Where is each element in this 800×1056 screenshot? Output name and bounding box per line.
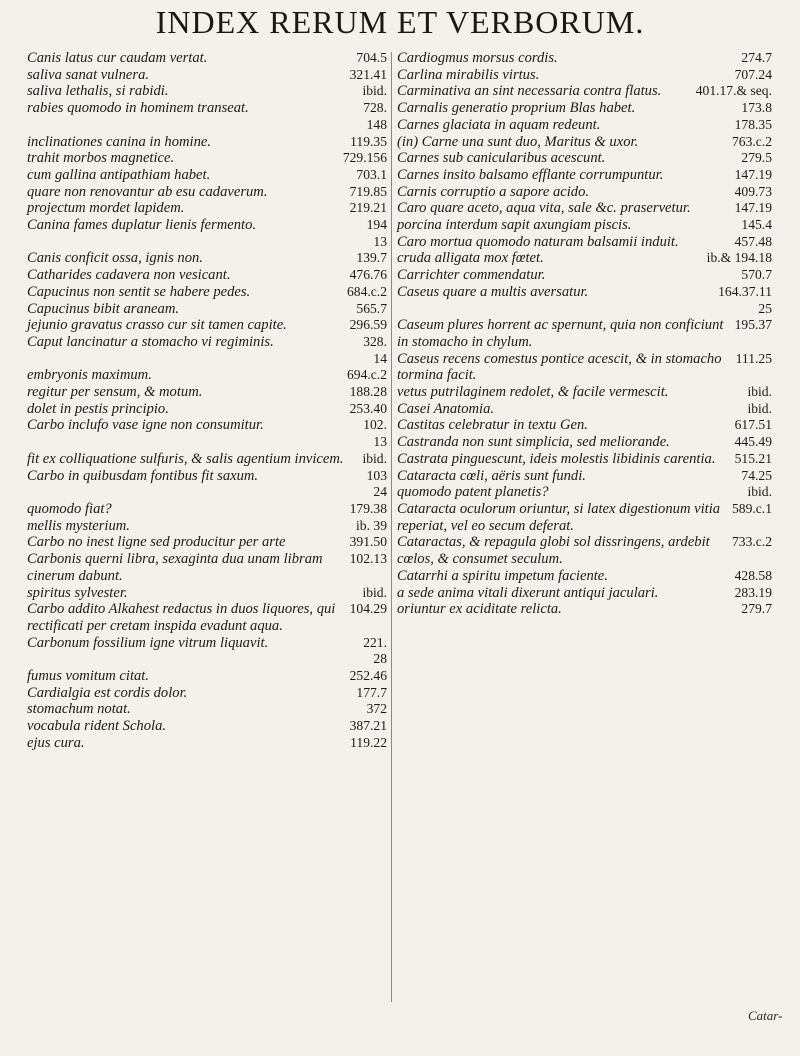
index-entry: [27, 401, 387, 418]
entry-page-ref: 321.41: [349, 66, 387, 82]
entry-page-ref: 719.85: [349, 183, 387, 199]
entry-term: a sede anima vitali dixerunt antiqui jaculari.: [397, 584, 659, 601]
entry-page-ref: 565.7: [356, 300, 387, 316]
index-entry: [397, 401, 772, 418]
index-entry: [397, 568, 772, 585]
entry-term: Caseum plures horrent ac spernunt, quia non conficiunt in stomacho in chylum.: [397, 317, 724, 350]
entry-term: oriuntur ex aciditate relicta.: [397, 601, 562, 618]
entry-page-ref: 111.25: [735, 350, 772, 366]
index-entry: [397, 501, 772, 534]
entry-term: quare non renovantur ab esu cadaverum.: [27, 183, 268, 200]
column-divider: [391, 52, 392, 1002]
entry-page-ref: 102.13: [349, 551, 387, 567]
index-entry: [397, 83, 772, 100]
entry-term: stomachum notat.: [27, 701, 131, 718]
index-entry: [27, 334, 387, 351]
index-entry: [397, 351, 772, 384]
catchword: Catar-: [748, 1008, 783, 1023]
entry-page-ref: 13: [373, 434, 387, 450]
entry-term: cruda alligata mox fœtet.: [397, 250, 544, 267]
entry-term: Carbo addito Alkahest redactus in duos liquores, qui rectificati per cretam inspida evadunt aqua.: [27, 601, 336, 634]
entry-page-ref: 684.c.2: [346, 283, 387, 299]
index-entry: [397, 234, 772, 251]
index-entry: [27, 685, 387, 702]
index-entry: [397, 451, 772, 468]
index-entry: [397, 301, 772, 318]
entry-page-ref: 28: [373, 651, 387, 667]
entry-term: quomodo fiat?: [27, 500, 112, 517]
entry-term: rabies quomodo in hominem transeat.: [27, 100, 249, 117]
index-entry: [27, 651, 387, 668]
entry-page-ref: 476.76: [349, 267, 387, 283]
entry-term: Caro quare aceto, aqua vita, sale &c. praservetur.: [397, 200, 691, 217]
entry-term: ejus cura.: [27, 734, 85, 751]
entry-term: saliva sanat vulnera.: [27, 66, 150, 83]
entry-page-ref: 74.25: [741, 467, 772, 483]
index-entry: [27, 301, 387, 318]
index-entry: [397, 417, 772, 434]
index-entry: [27, 250, 387, 267]
index-entry: [397, 250, 772, 267]
entry-term: Carnis corruptio a sapore acido.: [397, 183, 590, 200]
index-entry: [27, 150, 387, 167]
entry-page-ref: 703.1: [356, 166, 387, 182]
entry-page-ref: 401.17.& seq.: [695, 83, 772, 99]
entry-term: Cardialgia est cordis dolor.: [27, 684, 188, 701]
entry-page-ref: 139.7: [356, 250, 387, 266]
index-entry: [397, 317, 772, 350]
index-entry: [27, 468, 387, 485]
entry-term: Carbonum fossilium igne vitrum liquavit.: [27, 634, 269, 651]
index-entry: [27, 100, 387, 117]
entry-term: jejunio gravatus crasso cur sit tamen capite.: [27, 317, 287, 334]
entry-page-ref: 13: [373, 233, 387, 249]
index-entry: [397, 585, 772, 602]
entry-term: Capucinus bibit araneam.: [27, 300, 180, 317]
index-entry: [397, 117, 772, 134]
entry-page-ref: 729.156: [342, 150, 387, 166]
entry-term: Caseus recens comestus pontice acescit, & in stomacho tormina facit.: [397, 350, 722, 384]
entry-term: Cardiogmus morsus cordis.: [397, 50, 558, 66]
entry-page-ref: 25: [758, 300, 772, 316]
entry-page-ref: 707.24: [734, 66, 772, 82]
index-entry: [397, 468, 772, 485]
entry-page-ref: 103: [366, 467, 387, 483]
entry-term: spiritus sylvester.: [27, 584, 128, 601]
entry-term: Caseus quare a multis aversatur.: [397, 283, 589, 300]
entry-page-ref: 104.29: [349, 601, 387, 617]
entry-term: Carbo in quibusdam fontibus fit saxum.: [27, 467, 259, 484]
index-entry: [397, 384, 772, 401]
entry-term: (in) Carne una sunt duo, Maritus & uxor.: [397, 133, 639, 150]
entry-page-ref: 219.21: [349, 200, 387, 216]
index-entry: [27, 217, 387, 234]
index-entry: [27, 635, 387, 652]
index-entry: [397, 434, 772, 451]
entry-page-ref: 279.5: [741, 150, 772, 166]
entry-term: Carnes glaciata in aquam redeunt.: [397, 116, 601, 133]
index-entry: [27, 200, 387, 217]
entry-page-ref: 617.51: [734, 417, 772, 433]
entry-page-ref: 274.7: [741, 50, 772, 65]
index-entry: [397, 200, 772, 217]
entry-page-ref: 148: [366, 116, 387, 132]
entry-term: inclinationes canina in homine.: [27, 133, 212, 150]
entry-term: Carbonis querni libra, sexaginta dua unam libram cinerum dabunt.: [27, 551, 323, 584]
index-entry: [27, 284, 387, 301]
index-entry: [27, 451, 387, 468]
entry-page-ref: 221.: [363, 634, 387, 650]
entry-page-ref: ibid.: [362, 83, 387, 99]
index-entry: [27, 668, 387, 685]
entry-term: Canis conficit ossa, ignis non.: [27, 250, 203, 267]
index-column-left: [27, 50, 387, 752]
index-entry: [397, 484, 772, 501]
index-entry: [27, 367, 387, 384]
entry-page-ref: 387.21: [349, 718, 387, 734]
entry-term: Cataracta cœli, aëris sunt fundi.: [397, 467, 586, 484]
index-entry: [27, 434, 387, 451]
index-entry: [27, 384, 387, 401]
entry-page-ref: 178.35: [734, 116, 772, 132]
entry-term: porcina interdum sapit axungiam piscis.: [397, 217, 632, 234]
entry-page-ref: 515.21: [734, 450, 772, 466]
entry-page-ref: 173.8: [741, 100, 772, 116]
entry-term: Carbo no inest ligne sed producitur per arte: [27, 534, 286, 551]
index-entry: [397, 217, 772, 234]
entry-page-ref: ibid.: [747, 400, 772, 416]
index-entry: [27, 134, 387, 151]
entry-page-ref: 694.c.2: [346, 367, 387, 383]
entry-page-ref: 119.35: [350, 133, 387, 149]
entry-term: fit ex colliquatione sulfuris, & salis agentium invicem.: [27, 450, 344, 467]
entry-page-ref: 283.19: [734, 584, 772, 600]
entry-term: Castitas celebratur in textu Gen.: [397, 417, 588, 434]
entry-page-ref: 179.38: [349, 500, 387, 516]
entry-term: fumus vomitum citat.: [27, 668, 150, 685]
entry-term: Castranda non sunt simplicia, sed meliorande.: [397, 434, 670, 451]
index-entry: [397, 184, 772, 201]
entry-page-ref: 194: [366, 217, 387, 233]
entry-term: Canina fames duplatur lienis fermento.: [27, 217, 257, 234]
index-entry: [27, 67, 387, 84]
entry-page-ref: 428.58: [734, 567, 772, 583]
entry-term: dolet in pestis principio.: [27, 400, 169, 417]
entry-page-ref: ibid.: [747, 484, 772, 500]
entry-term: Cataracta oculorum oriuntur, si latex digestionum vitia reperiat, vel eo secum deferat.: [397, 500, 721, 534]
index-entry: [27, 167, 387, 184]
entry-term: quomodo patent planetis?: [397, 484, 549, 501]
entry-page-ref: 328.: [363, 333, 387, 349]
entry-term: Carnes sub canicularibus acescunt.: [397, 150, 606, 167]
index-entry: [397, 267, 772, 284]
entry-page-ref: 279.7: [741, 601, 772, 617]
entry-page-ref: 296.59: [349, 317, 387, 333]
entry-page-ref: 177.7: [356, 684, 387, 700]
index-entry: [27, 234, 387, 251]
entry-page-ref: 253.40: [349, 400, 387, 416]
entry-page-ref: 372: [366, 701, 387, 717]
entry-term: Carbo inclufo vase igne non consumitur.: [27, 417, 264, 434]
index-entry: [397, 601, 772, 618]
index-entry: [27, 267, 387, 284]
index-column-right: [397, 50, 772, 618]
index-entry: [27, 317, 387, 334]
entry-term: projectum mordet lapidem.: [27, 200, 185, 217]
index-entry: [397, 167, 772, 184]
entry-page-ref: 188.28: [349, 384, 387, 400]
page-title: INDEX RERUM ET VERBORUM.: [155, 4, 645, 40]
index-entry: [27, 718, 387, 735]
entry-page-ref: 733.c.2: [731, 534, 772, 550]
entry-page-ref: 147.19: [734, 166, 772, 182]
entry-page-ref: 728.: [363, 100, 387, 116]
index-entry: [27, 417, 387, 434]
entry-page-ref: ibid.: [362, 450, 387, 466]
entry-term: vocabula rident Schola.: [27, 718, 167, 735]
index-entry: [27, 501, 387, 518]
entry-page-ref: 195.37: [734, 317, 772, 333]
index-entry: [397, 150, 772, 167]
entry-term: cum gallina antipathiam habet.: [27, 166, 211, 183]
entry-page-ref: 763.c.2: [731, 133, 772, 149]
entry-page-ref: 570.7: [741, 267, 772, 283]
entry-term: Carminativa an sint necessaria contra flatus.: [397, 83, 662, 100]
entry-page-ref: ibid.: [747, 384, 772, 400]
entry-page-ref: ibid.: [362, 584, 387, 600]
index-entry: [27, 551, 387, 584]
entry-term: trahit morbos magnetice.: [27, 150, 175, 167]
index-entry: [397, 284, 772, 301]
entry-term: Cataractas, & repagula globi sol dissringens, ardebit cœlos, & consumet seculum.: [397, 534, 710, 568]
index-entry: [397, 534, 772, 567]
entry-page-ref: ib.& 194.18: [706, 250, 772, 266]
entry-page-ref: 102.: [363, 417, 387, 433]
entry-page-ref: 119.22: [350, 734, 387, 750]
entry-page-ref: 409.73: [734, 183, 772, 199]
entry-page-ref: 147.19: [734, 200, 772, 216]
index-entry: [27, 351, 387, 368]
entry-term: Canis latus cur caudam vertat.: [27, 50, 208, 66]
entry-page-ref: ib. 39: [356, 517, 387, 533]
index-entry: [27, 735, 387, 752]
entry-term: Castrata pinguescunt, ideis molestis libidinis carentia.: [397, 450, 716, 467]
entry-term: Catharides cadavera non vesicant.: [27, 267, 231, 284]
entry-term: embryonis maximum.: [27, 367, 152, 384]
entry-page-ref: 445.49: [734, 434, 772, 450]
index-entry: [397, 67, 772, 84]
index-entry: [397, 100, 772, 117]
entry-term: saliva lethalis, si rabidi.: [27, 83, 169, 100]
entry-term: Carlina mirabilis virtus.: [397, 66, 540, 83]
index-entry: [27, 184, 387, 201]
index-entry: [397, 134, 772, 151]
entry-term: Caro mortua quomodo naturam balsamii induit.: [397, 233, 679, 250]
entry-term: Carnes insito balsamo efflante corrumpuntur.: [397, 166, 664, 183]
entry-term: Casei Anatomia.: [397, 400, 495, 417]
index-entry: [27, 83, 387, 100]
entry-term: regitur per sensum, & motum.: [27, 384, 203, 401]
index-entry: [397, 50, 772, 67]
entry-term: mellis mysterium.: [27, 517, 130, 534]
index-entry: [27, 701, 387, 718]
index-entry: [27, 484, 387, 501]
entry-page-ref: 14: [373, 350, 387, 366]
entry-term: vetus putrilaginem redolet, & facile vermescit.: [397, 384, 669, 401]
index-entry: [27, 534, 387, 551]
entry-term: Capucinus non sentit se habere pedes.: [27, 283, 251, 300]
entry-term: Catarrhi a spiritu impetum faciente.: [397, 567, 608, 584]
index-entry: [27, 518, 387, 535]
entry-page-ref: 391.50: [349, 534, 387, 550]
index-entry: [27, 585, 387, 602]
entry-page-ref: 145.4: [741, 217, 772, 233]
entry-term: Caput lancinatur a stomacho vi regiminis.: [27, 333, 274, 350]
index-entry: [27, 50, 387, 67]
entry-page-ref: 457.48: [734, 233, 772, 249]
entry-term: Carrichter commendatur.: [397, 267, 546, 284]
entry-page-ref: 164.37.11: [718, 283, 772, 299]
entry-page-ref: 589.c.1: [731, 500, 772, 516]
index-entry: [27, 601, 387, 634]
entry-term: Carnalis generatio proprium Blas habet.: [397, 100, 636, 117]
entry-page-ref: 24: [373, 484, 387, 500]
entry-page-ref: 704.5: [356, 50, 387, 65]
entry-page-ref: 252.46: [349, 668, 387, 684]
index-entry: [27, 117, 387, 134]
